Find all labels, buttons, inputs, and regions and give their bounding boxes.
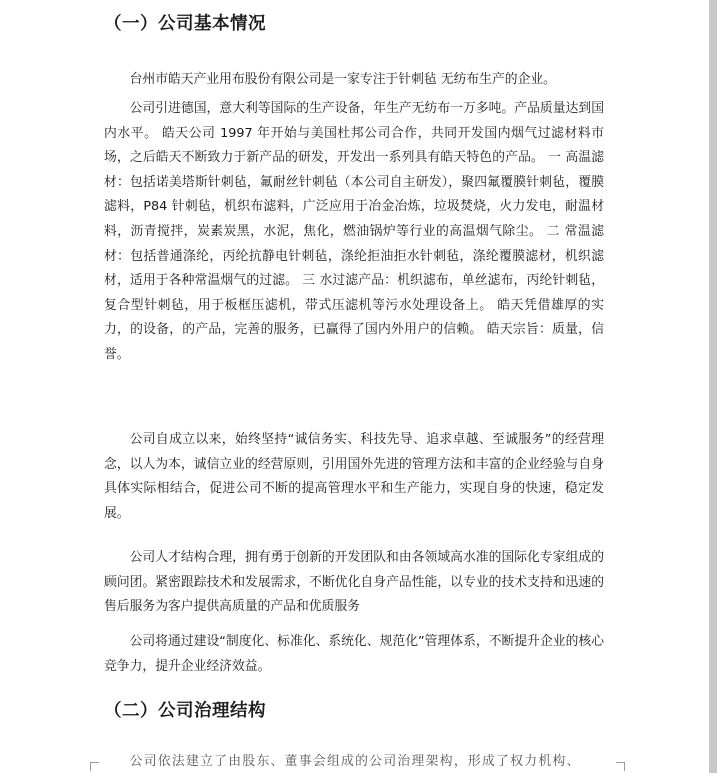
paragraph-governance: 公司依法建立了由股东、董事会组成的公司治理架构，形成了权力机构、	[129, 754, 581, 769]
paragraph-management-system: 公司将通过建设“制度化、标准化、系统化、规范化”管理体系，不断提升企业的核心竞争力，提升企业经济效益。	[104, 634, 604, 674]
section-heading-basic-info: （一）公司基本情况	[104, 14, 266, 34]
section-heading-governance: （二）公司治理结构	[104, 701, 266, 721]
paragraph-talent-structure: 公司人才结构合理，拥有勇于创新的开发团队和由各领域高水准的国际化专家组成的顾问团。紧密跟踪技术和发展需求，不断优化自身产品性能，以专业的技术支持和迅速的售后服务为客户提供高质量的产品和优质服务	[104, 550, 604, 615]
page-corner-mark-right	[616, 762, 625, 771]
paragraph-business-philosophy: 公司自成立以来，始终坚持“诚信务实、科技先导、追求卓越、至诚服务”的经营理念，以人为本，诚信立业的经营原则，引用国外先进的管理方法和丰富的企业经验与自身具体实际相结合，促进公司不断的提高管理水平和生产能力，实现自身的快速，稳定发展。	[104, 432, 604, 521]
page-corner-mark-left	[90, 762, 99, 771]
window-right-edge	[709, 0, 717, 773]
paragraph-company-intro: 台州市皓天产业用布股份有限公司是一家专注于针刺毡 无纺布生产的企业。	[129, 72, 556, 87]
paragraph-products: 公司引进德国，意大利等国际的生产设备，年生产无纺布一万多吨。产品质量达到国内水平。 皓天公司 1997 年开始与美国杜邦公司合作，共同开发国内烟气过滤材料市场，之后皓天不断致力于新产品的研发，开发出一系列具有皓天特色的产品。 一 高温滤材：包括诺美塔斯针刺毡，氟耐丝针刺毡（本公司自主研发），聚四氟覆膜针刺毡，覆膜滤料，P84 针刺毡，机织布滤料，广泛应用于冶金冶炼，垃圾焚烧，火力发电，耐温材料，沥青搅拌，炭素炭黑，水泥，焦化，燃油锅炉等行业的高温烟气除尘。 二 常温滤材：包括普通涤纶，丙纶抗静电针刺毡，涤纶拒油拒水针刺毡，涤纶覆膜滤材，机织滤材，适用于各种常温烟气的过滤。 三 水过滤产品：机织滤布，单丝滤布，丙纶针刺毡，复合型针刺毡，用于板框压滤机，带式压滤机等污水处理设备上。 皓天凭借雄厚的实力，的设备，的产品，完善的服务，已赢得了国内外用户的信赖。 皓天宗旨：质量，信誉。	[104, 101, 604, 362]
